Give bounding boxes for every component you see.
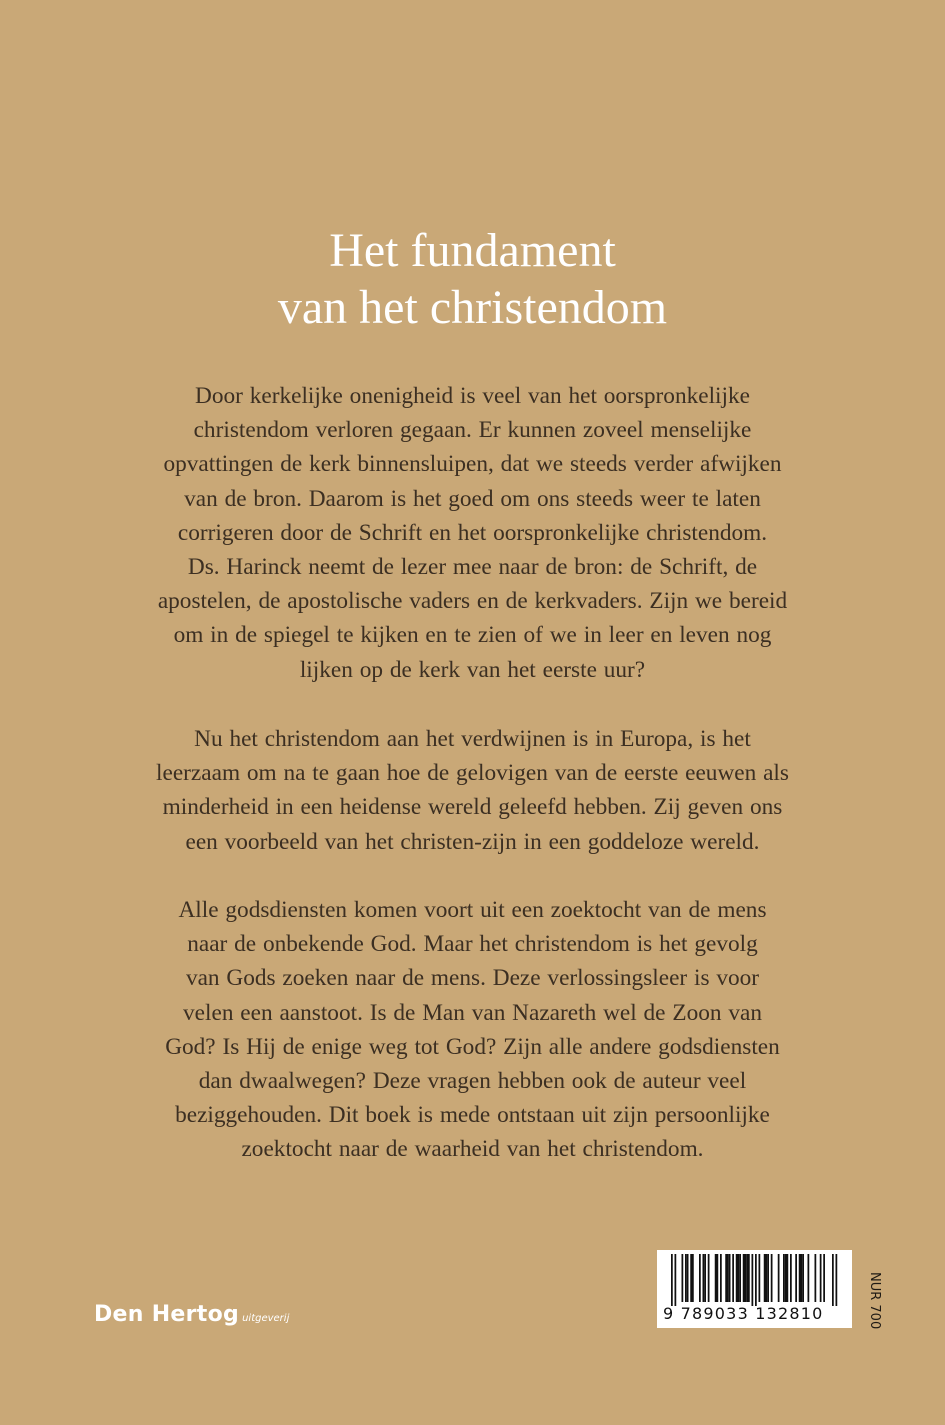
isbn-number: 9 789033 132810 — [663, 1304, 824, 1323]
barcode-bar — [717, 1254, 719, 1302]
barcode-bar — [755, 1254, 757, 1306]
text-line: lijken op de kerk van het eerste uur? — [299, 656, 646, 683]
publisher-name: Den Hertog — [94, 1302, 240, 1327]
barcode-bar — [685, 1254, 687, 1302]
barcode-bar — [687, 1254, 689, 1302]
barcode-bar — [738, 1254, 740, 1302]
barcode-bar — [808, 1254, 810, 1302]
text-line: dan dwaalwegen? Deze vragen hebben ook de auteur veel — [198, 1068, 747, 1095]
barcode-bar — [671, 1254, 673, 1306]
barcode-bar — [787, 1254, 789, 1302]
blurb-paragraph-3 — [110, 893, 835, 1167]
text-line: een voorbeeld van het christen-zijn in een goddeloze wereld. — [185, 828, 760, 855]
barcode-bar — [690, 1254, 692, 1302]
barcode-bar — [799, 1254, 801, 1302]
barcode-bar — [745, 1254, 747, 1302]
barcode-bar — [704, 1254, 706, 1302]
barcode-bar — [778, 1254, 780, 1302]
text-line: van Gods zoeken naar de mens. Deze verlossingsleer is voor — [185, 965, 760, 992]
barcode-bar — [783, 1254, 785, 1302]
barcode-bar — [732, 1254, 734, 1302]
barcode-bar — [725, 1254, 727, 1302]
text-line: leerzaam om na te gaan hoe de gelovigen van de eerste eeuwen als — [156, 760, 789, 787]
text-line: corrigeren door de Schrift en het oorspronkelijke christendom. — [177, 519, 768, 546]
text-line: christendom verloren gegaan. Er kunnen zoveel menselijke — [193, 417, 752, 444]
barcode-bar — [748, 1254, 750, 1302]
barcode-bar — [764, 1254, 766, 1302]
barcode-bar — [801, 1254, 803, 1302]
barcode-bar — [699, 1254, 701, 1302]
barcode-bar — [682, 1254, 684, 1302]
blurb-paragraph-2 — [110, 722, 835, 859]
barcode-bar — [675, 1254, 677, 1306]
barcode-bar — [727, 1254, 729, 1302]
text-line: om in de spiegel te kijken en te zien of we in leer en leven nog — [173, 622, 772, 649]
text-line: apostelen, de apostolische vaders en de kerkvaders. Zijn we bereid — [157, 588, 788, 615]
text-line: Alle godsdiensten komen voort uit een zoektocht van de mens — [178, 897, 767, 923]
text-line: God? Is Hij de enige weg tot God? Zijn alle andere godsdiensten — [165, 1033, 780, 1060]
barcode-bar — [739, 1254, 741, 1302]
barcode-bar — [802, 1254, 804, 1302]
barcode-bar — [752, 1254, 754, 1306]
barcode-bar — [736, 1254, 738, 1302]
book-title — [0, 222, 945, 336]
barcode-bar — [795, 1254, 797, 1302]
barcode-bar — [720, 1254, 722, 1302]
barcode-bar — [815, 1254, 817, 1302]
text-line: Nu het christendom aan het verdwijnen is in Europa, is het — [194, 726, 751, 752]
barcode-bar — [832, 1254, 834, 1306]
barcode-bar — [708, 1254, 710, 1302]
barcode-bar — [743, 1254, 745, 1302]
barcode-bar — [767, 1254, 769, 1302]
barcode-bar — [766, 1254, 768, 1302]
barcode-bar — [746, 1254, 748, 1302]
text-line: naar de onbekende God. Maar het christendom is het gevolg — [187, 931, 758, 958]
barcode-bar — [715, 1254, 717, 1302]
barcode-bar — [820, 1254, 822, 1302]
barcode-bar — [836, 1254, 838, 1306]
text-line: velen een aanstoot. Is de Man van Nazareth wel de Zoon van — [183, 999, 762, 1026]
barcode-bar — [729, 1254, 731, 1302]
barcode-bar — [703, 1254, 705, 1302]
publisher-logo — [94, 1302, 289, 1327]
text-line: beziggehouden. Dit boek is mede ontstaan uit zijn persoonlijke — [175, 1102, 770, 1129]
text-line: Door kerkelijke onenigheid is veel van het oorspronkelijke — [195, 383, 750, 409]
barcode-bar — [785, 1254, 787, 1302]
title-line-2: van het christendom — [277, 281, 668, 334]
barcode-bar — [771, 1254, 773, 1302]
isbn-barcode — [657, 1250, 852, 1328]
text-line: zoektocht naar de waarheid van het christendom. — [241, 1136, 704, 1163]
barcode-bar — [759, 1254, 761, 1302]
nur-code: NUR 700 — [867, 1272, 882, 1330]
barcode-bar — [790, 1254, 792, 1302]
barcode-bars — [657, 1250, 852, 1306]
text-line: opvattingen de kerk binnensluipen, dat we steeds verder afwijken — [163, 451, 782, 478]
text-line: Ds. Harinck neemt de lezer mee naar de bron: de Schrift, de — [187, 554, 758, 581]
title-line-1: Het fundament — [329, 224, 616, 277]
text-line: van de bron. Daarom is het goed om ons steeds weer te laten — [184, 485, 761, 512]
publisher-suffix: uitgeverij — [242, 1313, 290, 1324]
blurb-paragraph-1 — [110, 379, 835, 687]
text-line: minderheid in een heidense wereld geleefd hebben. Zij geven ons — [162, 794, 783, 821]
barcode-bar — [692, 1254, 694, 1302]
barcode-bar — [823, 1254, 825, 1302]
